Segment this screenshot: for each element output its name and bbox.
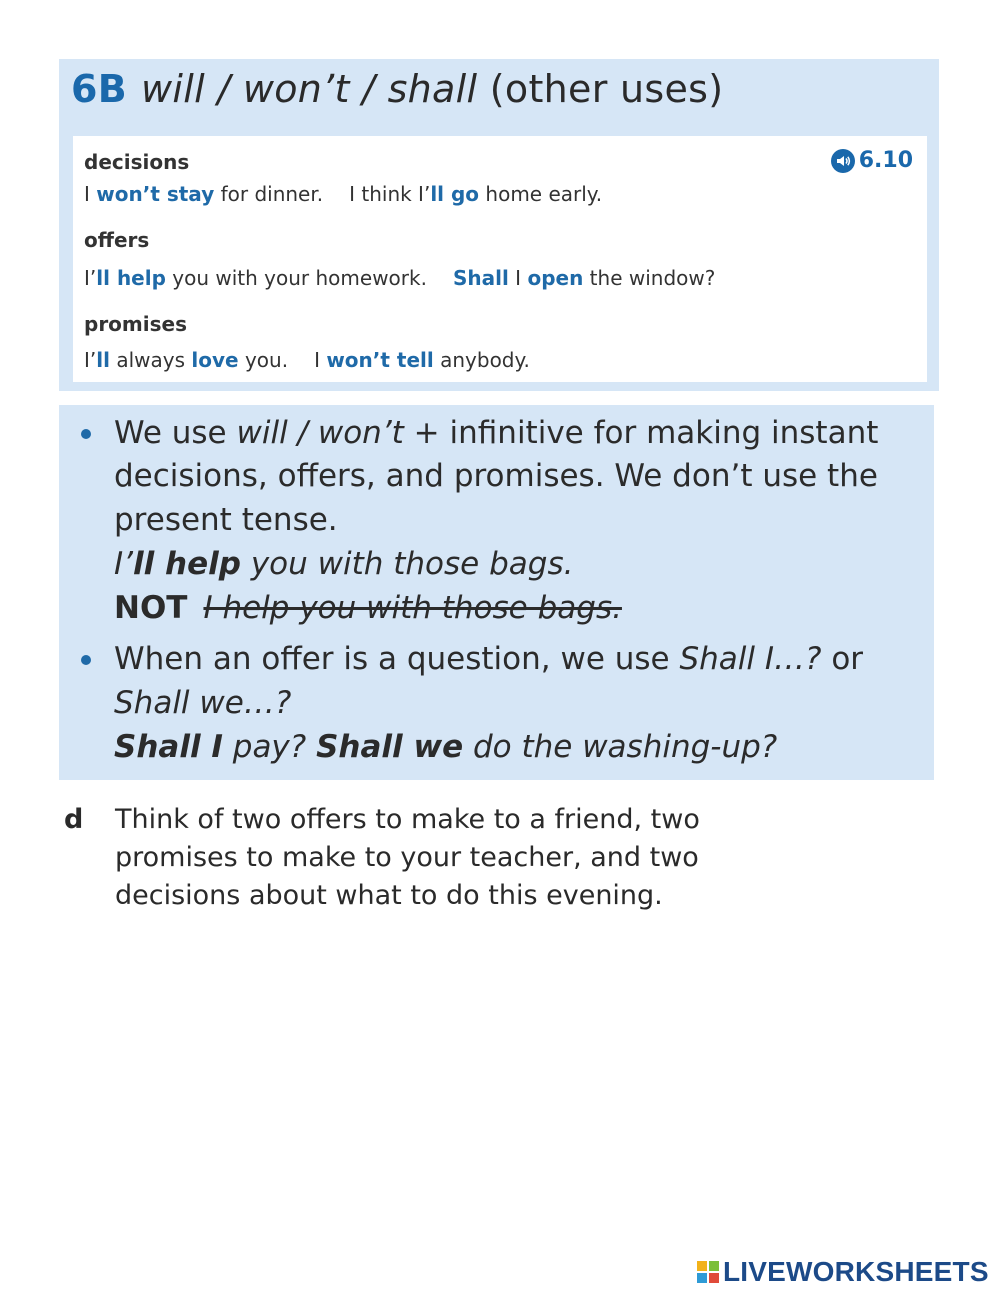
example-offers: I’ll help you with your homework. Shall I open the window? (84, 266, 716, 290)
task-letter: d (64, 804, 84, 835)
logo-text: LIVEWORKSHEETS (723, 1256, 989, 1287)
task-line-3: decisions about what to do this evening. (115, 880, 663, 911)
rule-1-line-1: We use will / won’t + infinitive for making instant (114, 415, 879, 451)
rule-1-line-3: present tense. (114, 502, 338, 538)
example-promises: I’ll always love you. I won’t tell anybody. (84, 348, 530, 372)
section-title (71, 67, 723, 111)
task-line-1: Think of two offers to make to a friend, two (115, 804, 700, 835)
liveworksheets-logo (697, 1256, 989, 1288)
section-number: 6B (71, 67, 128, 111)
logo-icon (697, 1261, 719, 1283)
audio-track[interactable] (831, 148, 913, 173)
grammar-header-panel (59, 59, 939, 391)
not-label: NOT (114, 590, 188, 626)
category-decisions: decisions (84, 150, 190, 174)
rule-1-example: I’ll help you with those bags. (114, 546, 574, 582)
task-line-2: promises to make to your teacher, and two (115, 842, 699, 873)
examples-box (73, 136, 927, 382)
rule-2-line-2: Shall we…? (114, 685, 292, 721)
rule-1-not-example (114, 590, 622, 626)
grammar-rules-panel (59, 405, 934, 780)
speaker-icon[interactable] (831, 149, 855, 173)
bullet-icon (81, 429, 91, 439)
rule-2-example: Shall I pay? Shall we do the washing-up? (114, 729, 778, 765)
audio-track-number: 6.10 (858, 148, 913, 173)
category-promises: promises (84, 312, 187, 336)
title-italic: will / won’t / shall (141, 67, 478, 111)
rule-2-line-1: When an offer is a question, we use Shall I…? or (114, 641, 864, 677)
title-rest: (other uses) (489, 67, 724, 111)
category-offers: offers (84, 228, 150, 252)
incorrect-example: I help you with those bags. (203, 590, 622, 626)
rule-1-line-2: decisions, offers, and promises. We don’t use the (114, 458, 878, 494)
bullet-icon (81, 655, 91, 665)
example-decisions: I won’t stay for dinner. I think I’ll go home early. (84, 182, 603, 206)
